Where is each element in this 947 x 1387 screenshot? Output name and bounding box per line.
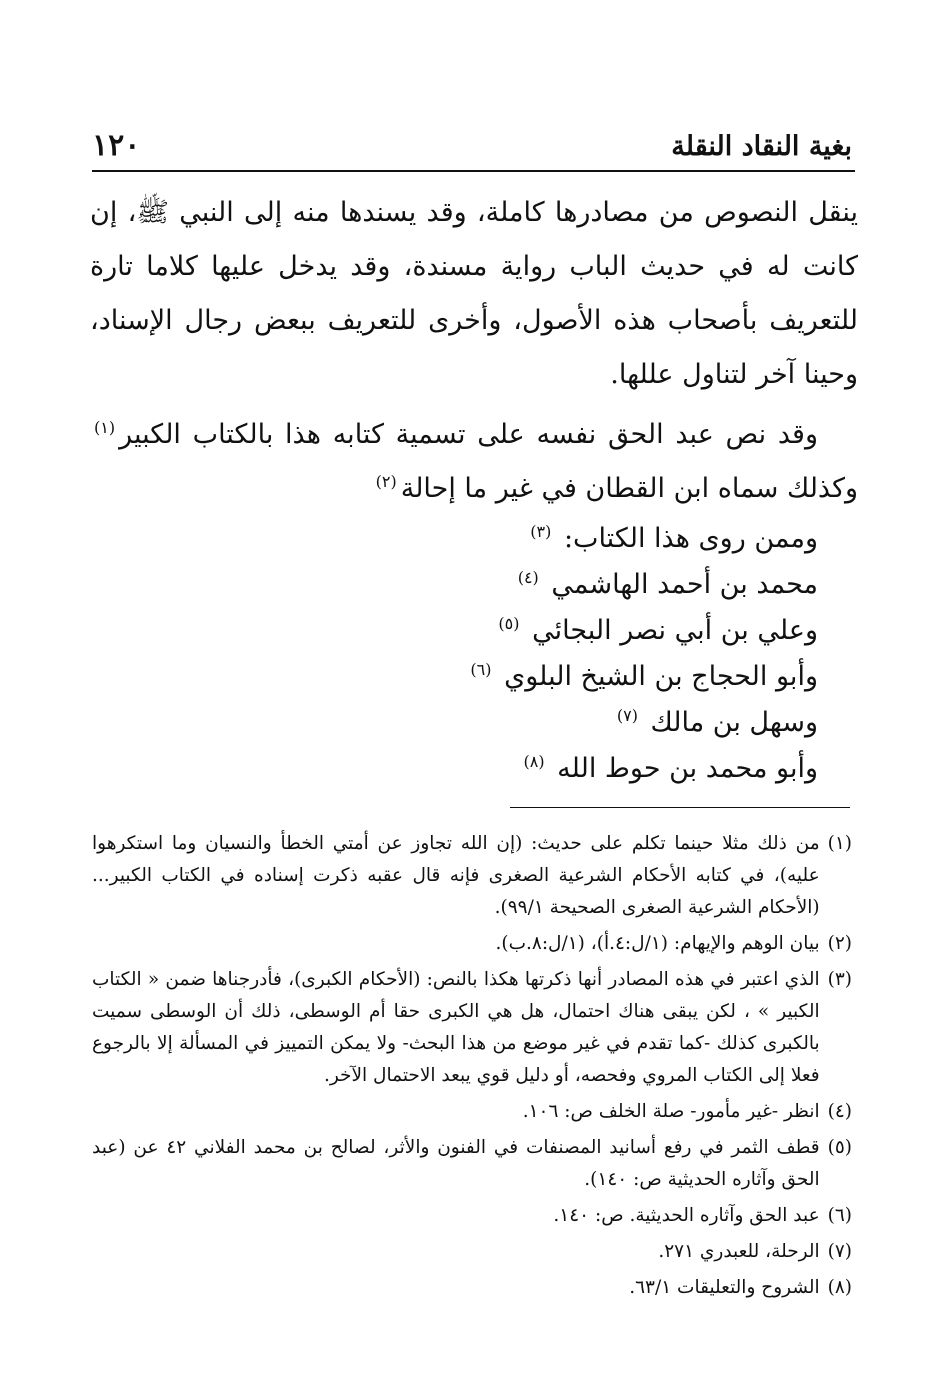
narrator-name: وأبو محمد بن حوط الله bbox=[557, 753, 818, 784]
footnote-text: الشروح والتعليقات ٦٣/١. bbox=[629, 1277, 820, 1298]
narrator-item bbox=[90, 654, 818, 700]
paragraph-2-text: وقد نص عبد الحق نفسه على تسمية كتابه هذا بالكتاب الكبير bbox=[119, 419, 818, 450]
footnote-ref-3: (٣) bbox=[530, 522, 552, 541]
footnote-ref-2: (٢) bbox=[375, 472, 397, 491]
paragraph-2 bbox=[90, 408, 858, 516]
footnote-number: (٧) bbox=[827, 1241, 852, 1262]
footnote-number: (٣) bbox=[827, 969, 852, 990]
footnote-text: قطف الثمر في رفع أسانيد المصنفات في الفنون والأثر، لصالح بن محمد الفلاني ٤٢ عن (عبد الحق وآثاره الحديثية ص: ١٤٠). bbox=[92, 1137, 820, 1190]
footnote-separator bbox=[510, 807, 850, 808]
footnote-8 bbox=[92, 1272, 852, 1304]
footnote-5 bbox=[92, 1132, 852, 1196]
narrators-list bbox=[90, 516, 858, 792]
footnote-number: (١) bbox=[827, 833, 852, 854]
paragraph-1: ينقل النصوص من مصادرها كاملة، وقد يسندها منه إلى النبي ﷺ، إن كانت له في حديث الباب رواية مسندة، وقد يدخل عليها كلاما تارة للتعريف بأصحاب هذه الأصول، وأخرى للتعريف ببعض رجال الإسناد، وحينا آخر لتناول عللها. bbox=[90, 197, 858, 390]
footnote-number: (٨) bbox=[827, 1277, 852, 1298]
narrator-item bbox=[90, 746, 818, 792]
footnote-text: الذي اعتبر في هذه المصادر أنها ذكرتها هكذا بالنص: (الأحكام الكبرى)، فأدرجناها ضمن « الكتاب الكبير » ، لكن يبقى هناك احتمال، هل هي الكبرى حقا أم الوسطى، ذلك أن الوسطى سميت بالكبرى كذلك -كما تقدم في غير موضع من هذا البحث- ولا يمكن التمييز في المسألة إلا بالرجوع فعلا إلى الكتاب المروي وفحصه، أو دليل قوي يبعد الاحتمال الآخر. bbox=[92, 969, 820, 1086]
footnote-number: (٥) bbox=[827, 1137, 852, 1158]
footnote-2 bbox=[92, 928, 852, 960]
narrator-name: وأبو الحجاج بن الشيخ البلوي bbox=[504, 661, 818, 692]
footnote-ref-5: (٥) bbox=[498, 614, 520, 633]
narrator-name: وعلي بن أبي نصر البجائي bbox=[532, 615, 818, 646]
page-header bbox=[92, 112, 852, 162]
footnote-6 bbox=[92, 1200, 852, 1232]
footnote-3 bbox=[92, 964, 852, 1092]
footnotes bbox=[92, 828, 852, 1308]
narrators-intro-text: وممن روى هذا الكتاب: bbox=[563, 523, 818, 554]
footnote-number: (٦) bbox=[827, 1205, 852, 1226]
main-text bbox=[90, 186, 858, 792]
footnote-1 bbox=[92, 828, 852, 924]
footnote-ref-8: (٨) bbox=[523, 752, 545, 771]
narrator-item bbox=[90, 700, 818, 746]
footnote-text: الرحلة، للعبدري ٢٧١. bbox=[658, 1241, 820, 1262]
narrator-item bbox=[90, 562, 818, 608]
footnote-text: من ذلك مثلا حينما تكلم على حديث: (إن الله تجاوز عن أمتي الخطأ والنسيان وما استكرهوا عليه)، في كتابه الأحكام الشرعية الصغرى فإنه قال عقبه ذكرت إسناده في الكتاب الكبير... (الأحكام الشرعية الصغرى الصحيحة ٩٩/١). bbox=[92, 833, 820, 918]
narrator-item bbox=[90, 608, 818, 654]
footnote-ref-7: (٧) bbox=[616, 706, 638, 725]
page-number: ١٢٠ bbox=[92, 128, 141, 163]
footnote-text: عبد الحق وآثاره الحديثية. ص: ١٤٠. bbox=[553, 1205, 820, 1226]
footnote-ref-4: (٤) bbox=[517, 568, 539, 587]
footnote-text: بيان الوهم والإيهام: (١/ل:٤.أ)، (١/ل:٨.ب). bbox=[495, 933, 820, 954]
narrator-name: وسهل بن مالك bbox=[650, 707, 818, 738]
footnote-text: انظر -غير مأمور- صلة الخلف ص: ١٠٦. bbox=[522, 1101, 820, 1122]
paragraph-2-tail: وكذلك سماه ابن القطان في غير ما إحالة bbox=[400, 473, 858, 504]
footnote-number: (٤) bbox=[827, 1101, 852, 1122]
footnote-ref-6: (٦) bbox=[470, 660, 492, 679]
running-title: بغية النقاد النقلة bbox=[671, 131, 852, 163]
narrators-intro bbox=[90, 516, 818, 562]
footnote-ref-1: (١) bbox=[94, 418, 116, 437]
footnote-7 bbox=[92, 1236, 852, 1268]
header-rule bbox=[92, 170, 855, 172]
footnote-4 bbox=[92, 1096, 852, 1128]
footnote-number: (٢) bbox=[827, 933, 852, 954]
narrator-name: محمد بن أحمد الهاشمي bbox=[551, 569, 818, 600]
